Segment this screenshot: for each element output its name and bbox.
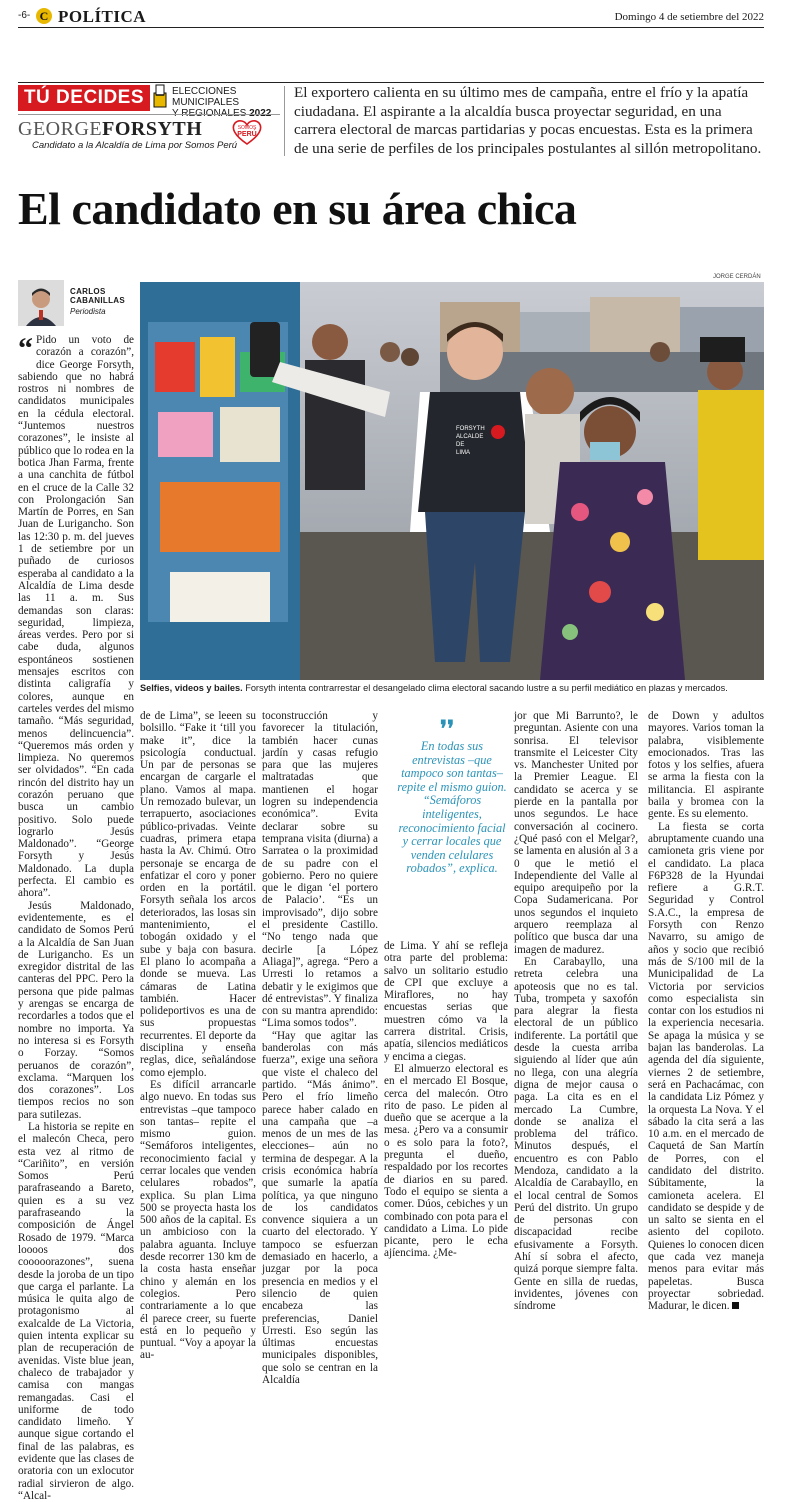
author-role: Periodista [70,307,106,316]
pullquote: En todas sus entrevistas –que tampoco son tantas– repite el mismo guion. “Semáforos inteligentes, reconocimiento facial y cerrar locales que venden celulares robados”, explica. [397,739,507,876]
party-logo-bottom-text: PERÚ [237,131,257,138]
body-paragraph: jor que Mi Barrunto?, le preguntan. Asiente con una sonrisa. El televisor transmite el Leicester City vs. Manchester United por la Premier League. El candidato se acerca y se pierde en la pantalla por unos segundos. Le hace conversación al cocinero. ¿Qué pasó con el Melgar?, se lamenta en alusión al 3 a 0 que le metió el Independiente del Valle al equipo arequipeño por la Copa Sudamericana. Por unos segundos el inquieto arquero reemplaza al político que busca dar una imagen de madurez. [514,710,638,956]
vest-text-4: LIMA [456,450,471,456]
author-avatar [18,280,64,326]
body-paragraph: de de Lima”, se leeen su bolsillo. “Fake it ‘till you make it”, dice la psicología conductual. Un par de personas se encargan de cargarle el plano. Vamos al mapa. Un remozado bulevar, un terrapuerto, asociaciones público-privadas. Veinte cuadras, primera etapa hasta la Av. Chimú. Otro personaje se encarga de enfatizar el coro y poner orden en la portátil. Forsyth señala los arcos deteriorados, las losas sin mantenimiento, el tobogán oxidado y el sube y baja con basura. El plano lo acompaña a donde se mueva. Las cámaras de Latina también. Hacer polideportivos es una de sus propuestas recurrentes. El deporte da disciplina y enseña reglas, dice, señalándose como ejemplo. [140,710,256,1079]
body-paragraph: “Hay que agitar las banderolas con más fuerza”, exige una señora que viste el chaleco del partido. “Más ánimo”. Pero el frío limeño parece haber calado en una campaña que –a menos de un mes de las elecciones– aún no termina de despegar. A la crisis económica habría que sumarle la apatía política, ya que ninguno de los candidatos convence siquiera a un cuarto del electorado. Y tampoco se esfuerzan demasiado en hacerlo, a juzgar por la poca presencia en medios y el silencio de quien encabeza las preferencias, Daniel Urresti. Eso según las últimas encuestas municipales disponibles, que solo se centran en la Alcaldía [262,1029,378,1387]
photo-caption [140,683,764,693]
selfie-scene-illustration [140,282,764,680]
vest-text-1: FORSYTH [456,426,485,432]
newspaper-logo-icon: C [36,8,52,24]
ballot-box-icon [152,83,168,109]
body-column-2 [140,710,256,1362]
candidate-last-name: FORSYTH [102,118,203,140]
party-logo-top-text: SOMOS [237,125,257,131]
divider [18,114,280,115]
body-paragraph: Jesús Maldonado, evidentemente, es el candidato de Somos Perú a la Alcaldía de San Juan de Lurigancho. Es un exregidor distrital de las canteras del PPC. Pero la persona que pide palmas y arengas se encarga de recordarles a todos que el nombre no importa. Ya no interesa si es Forsyth o Forzay. “Somos peruanos de corazón”, exclama. “Marquen los dos corazones”. Los tiempos recios no son para sutilezas. [18,899,134,1121]
section-name: POLÍTICA [58,7,147,26]
candidate-subtitle: Candidato a la Alcaldía de Lima por Somos Perú [32,140,238,151]
body-column-6 [648,710,764,1313]
body-paragraph: “ Pido un voto de corazón a corazón”, dice George Forsyth, sabiendo que no habrá rostros ni nombres de candidatos municipales en la cédula electoral. “Juntemos nuestros corazones”, le insiste al público que lo rodea en la botica Jhan Farma, frente a una canchita de fútbol en el cruce de la Calle 32 con Prolongación San Martín de Porres, en San Juan de Lurigancho. Son las 12:30 p. m. del jueves 1 de setiembre por un puñado de curiosos esperaba al candidato a la Alcaldía de Lima desde las 11 a. m. Sus demandas son claras: seguridad, limpieza, áreas verdes. Pero por si cabe duda, algunos espontáneos sostienen mensajes escritos con distinta caligrafía y colores, aunque en carteles verdes del mismo tamaño. “Más seguridad, menos delincuencia”. “Queremos más orden y limpieza. No queremos ser olvidados”. “En cada rincón del distrito hay un corazón peruano que busca un cambio positivo. Solo puede lograrlo Jesús Maldonado”. “George Forsyth y Jesús Maldonado. La dupla perfecta. El cambio es ahora”. [18,332,134,900]
caption-text: Forsyth intenta contrarrestar el desangelado clima electoral sacando lustre a su perfil mediático en plazas y mercados. [242,683,728,693]
body-column-5 [514,710,638,1313]
page-number: -6- [18,10,31,21]
body-column-3 [262,710,378,1387]
body-column-4 [384,940,508,1260]
body-paragraph: La historia se repite en el malecón Checa, pero esta vez al ritmo de “Cariñito”, en versión Somos Perú parafraseando a Bareto, quien es a su vez parafraseando la composición de Ángel Rosado de 1979. “Marca loooos dos cooooorazones”, suena desde la joroba de un tipo que carga el parlante. La música le quita algo de protagonismo al exalcalde de La Victoria, quien intenta explicar su plan de recuperación de avenidas. Viste blue jean, chaleco de trabajador y camisa con mangas remangadas. Casi el uniforme de todo candidato limeño. Y aunque sigue cortando el final de las palabras, es evidente que las clases de oratoria con un exlocutor radial sirvieron de algo. “Alcal- [18,1121,134,1502]
body-paragraph: de Down y adultos mayores. Varios toman la palabra, visiblemente emocionados. Tras las fotos y los selfies, afuera se arma la fiesta con la militancia. El aspirante baila y bromea con la gente. Es su elemento. [648,710,764,821]
vest-text-2: ALCALDE [456,434,484,440]
end-of-article-icon [732,1302,739,1309]
headline: El candidato en su área chica [18,183,577,234]
body-paragraph: toconstrucción y favorecer la titulación, también hacer cunas jardín y casas refugio para que las mujeres maltratadas que mantienen el hogar logren su independencia económica”. Evita declarar sobre su temprana visita (diurna) a Sarratea o la proximidad de su padre con el gobierno. Pero no quiere que le digan ‘el portero de Palacio’. “Es un improvisado”, dijo sobre el presidente Castillo. “No tengo nada que decirle [a López Aliaga]”, agrega. “Pero a Urresti lo retamos a debatir y le exigimos que dé entrevistas”. Y finaliza con su mantra aprendido: “Lima somos todos”. [262,710,378,1030]
author-name-line-1: CARLOS [70,287,106,296]
body-paragraph: La fiesta se corta abruptamente cuando una camioneta gris viene por el candidato. La placa F6P328 de la Hyundai refiere a G.R.T. Seguridad y Control S.A.C., la empresa de Forsyth con Renzo Navarro, su amigo de años y socio que recibió más de S/100 mil de la Municipalidad de La Victoria por servicios como especialista sin contar con los estudios ni la experiencia necesaria. Se apaga la música y se bajan las banderolas. La agenda del día siguiente, viernes 2 de setiembre, será en Pachacámac, con la candidata Liz Pómez y la orquesta La Nova. Y el sábado la cita será a las 10 a.m. en el mercado de Caquetá de San Martín de Porres, con el candidato del distrito. Súbitamente, la camioneta acelera. El candidato se despide y de un salto se sienta en el asiento del copiloto. Quienes lo conocen dicen que cada vez maneja menos para evitar más papeletas. Busca proyectar sobriedad. Madurar, le dicen. [648,820,764,1313]
elections-line-1: ELECCIONES MUNICIPALES [172,86,240,108]
article-deck: El exportero calienta en su último mes de campaña, entre el frío y la apatía ciudadana. El aspirante a la alcaldía busca proyectar seguridad, en una carrera electoral de marcas partidarias y pocas encuestas. Esta es la primera de una serie de perfiles de los principales postulantes al sillón metropolitano. [294,84,762,157]
body-paragraph: El almuerzo electoral es en el mercado El Bosque, cerca del malecón. Otro rito de paso. Le piden al dueño que se acerque a la mesa. ¿Pero va a consumir o es solo para la foto?, pregunta el dueño, respaldado por los recortes de diarios en su pared. Todo el equipo se sienta a comer. Dúos, cebiches y un combinado con pota para el candidato a Lima. Lo pide picante, pero le echa ajíencima. ¿Me- [384,1062,508,1260]
photo-credit: JORGE CERDÁN [713,274,761,280]
caption-lead: Selfies, videos y bailes. [140,683,243,693]
series-label: TÚ DECIDES [18,85,150,111]
divider [18,82,764,83]
main-photo [140,282,764,680]
candidate-first-name: GEORGE [18,118,103,140]
body-paragraph: En Carabayllo, una retreta celebra una apoteosis que no es tal. Tuba, trompeta y saxofón para alegrar la fiesta electoral de un público indiferente. La portátil que desde la cuesta arriba siguiendo al líder que aún no llega, con una alegría digna de mejor causa o paga. La cita es en el mercado La Cumbre, donde se analiza el problema del tráfico. Minutos después, el encuentro es con Pablo Mendoza, candidato a la Alcaldía de Carabayllo, en el local central de Somos Perú del distrito. Un grupo de personas con discapacidad recibe efusivamente a Forsyth. Ahí sí sobra el afecto, quizá porque siempre falta. Gente en silla de ruedas, invidentes, jóvenes con síndrome [514,955,638,1313]
pullquote-icon: ❜❜ [440,716,455,741]
author-name [70,287,136,305]
body-column-1 [18,332,134,1502]
issue-date: Domingo 4 de setiembre del 2022 [614,11,764,23]
divider [284,86,285,156]
body-paragraph: Es difícil arrancarle algo nuevo. En todas sus entrevistas –que tampoco son tantas– repite el mismo guion. “Semáforos inteligentes, reconocimiento facial y cerrar locales que venden celulares robados”, explica. Su plan Lima 500 se proyecta hasta los 500 años de la capital. Es un ambicioso con la palabra aguanta. Incluye desde recorrer 130 km de la costa hasta enseñar chino y alemán en los colegios. Pero contrariamente a lo que él parece creer, su fuerte está en lo pequeño y puntual. “Voy a apoyar la au- [140,1078,256,1362]
author-name-line-2: CABANILLAS [70,296,125,305]
body-paragraph: de Lima. Y ahí se refleja otra parte del problema: salvo un solitario estudio de CPI que excluye a Miraflores, no hay encuestas serias que muestren cómo va la carrera distrital. Crisis, apatía, silencios mediáticos y encima a ciegas. [384,940,508,1063]
party-heart-logo-icon [230,118,264,146]
open-quote-icon: “ [18,332,33,365]
page-header-bar [18,6,764,28]
article-header [18,82,764,160]
candidate-name [18,118,202,141]
vest-text-3: DE [456,442,465,448]
